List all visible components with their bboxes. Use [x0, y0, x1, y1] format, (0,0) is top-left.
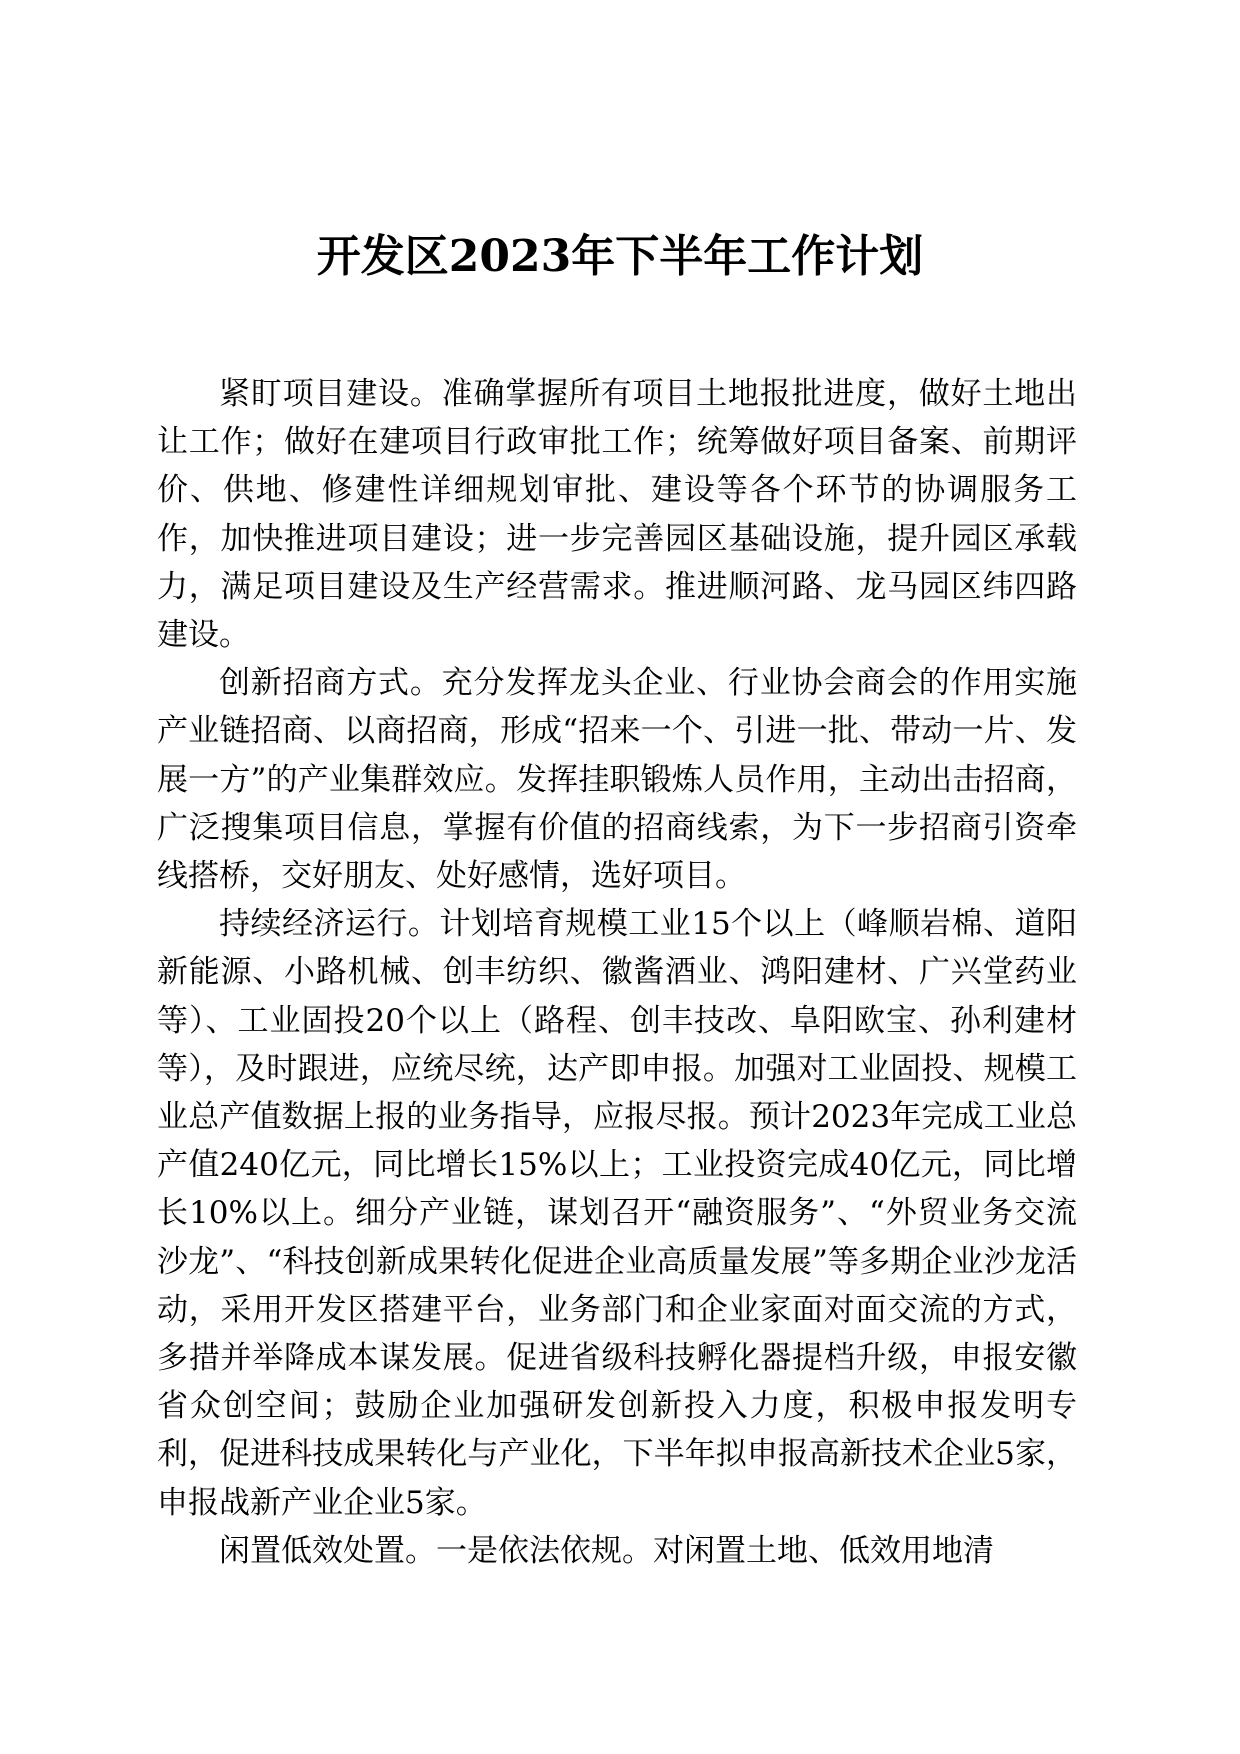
paragraph-idle-land-disposal: 闲置低效处置。一是依法依规。对闲置土地、低效用地清: [219, 1532, 994, 1569]
document-body: [157, 370, 1077, 1575]
paragraph-economic-operation: 持续经济运行。计划培育规模工业15个以上（峰顺岩棉、道阳新能源、小路机械、创丰纺织、徽酱酒业、鸿阳建材、广兴堂药业等）、工业固投20个以上（路程、创丰技改、阜阳欧宝、孙利建材等），及时跟进，应统尽统，达产即申报。加强对工业固投、规模工业总产值数据上报的业务指导，应报尽报。预计2023年完成工业总产值240亿元，同比增长15%以上；工业投资完成40亿元，同比增长10%以上。细分产业链，谋划召开“融资服务”、“外贸业务交流沙龙”、“科技创新成果转化促进企业高质量发展”等多期企业沙龙活动，采用开发区搭建平台，业务部门和企业家面对面交流的方式，多措并举降成本谋发展。促进省级科技孵化器提档升级，申报安徽省众创空间；鼓励企业加强研发创新投入力度，积极申报发明专利，促进科技成果转化与产业化，下半年拟申报高新技术企业5家，申报战新产业企业5家。: [157, 906, 1077, 1521]
paragraph-investment-attraction: 创新招商方式。充分发挥龙头企业、行业协会商会的作用实施产业链招商、以商招商，形成“招来一个、引进一批、带动一片、发展一方”的产业集群效应。发挥挂职锻炼人员作用，主动出击招商，广泛搜集项目信息，掌握有价值的招商线索，为下一步招商引资牵线搭桥，交好朋友、处好感情，选好项目。: [157, 665, 1077, 895]
document-title: 开发区2023年下半年工作计划: [316, 231, 924, 282]
paragraph-project-construction: 紧盯项目建设。准确掌握所有项目土地报批进度，做好土地出让工作；做好在建项目行政审批工作；统筹做好项目备案、前期评价、供地、修建性详细规划审批、建设等各个环节的协调服务工作，加快推进项目建设；进一步完善园区基础设施，提升园区承载力，满足项目建设及生产经营需求。推进顺河路、龙马园区纬四路建设。: [157, 376, 1077, 654]
